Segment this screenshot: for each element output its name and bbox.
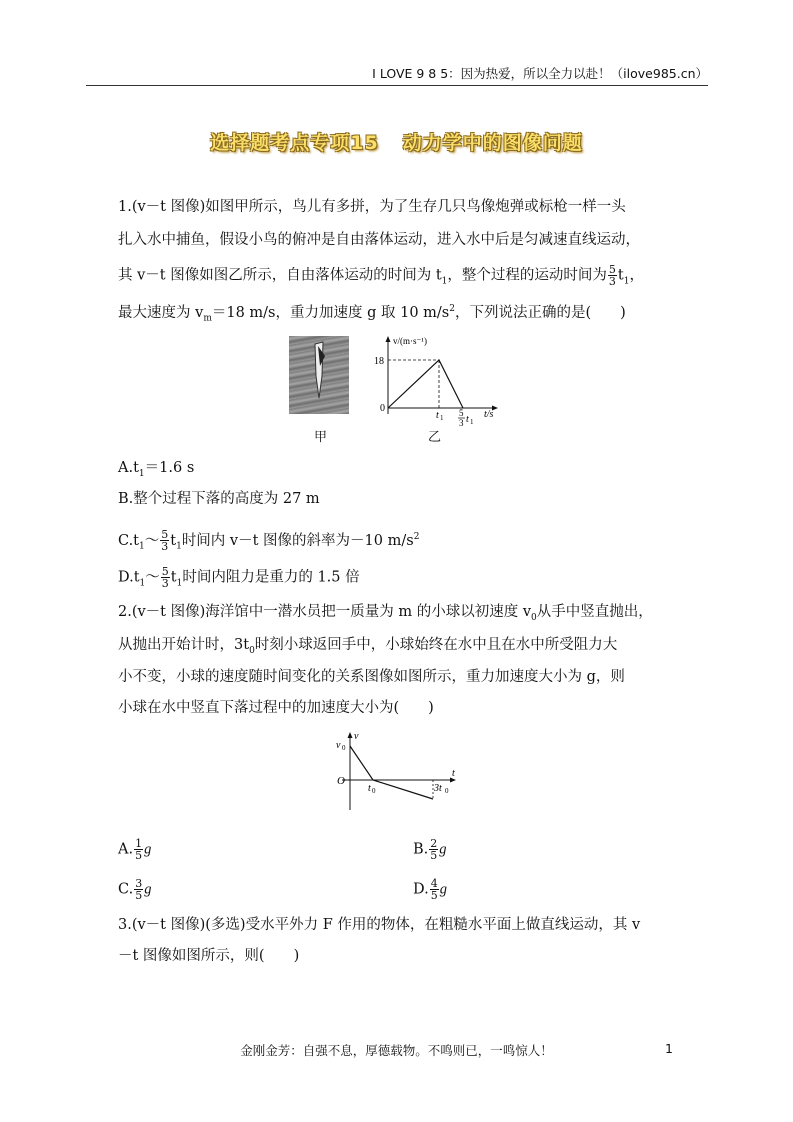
q1-graph-t1: t [436,410,439,421]
q3-line-2: －t 图像如图所示，则( ) [118,948,300,964]
q1-graph-frac-den: 3 [459,418,464,428]
caption-b: 乙 [428,430,442,445]
q1-graph-ylabel: v/(m·s⁻¹) [393,336,427,346]
q2-graph-3t0-sub: 0 [445,787,449,795]
q1-option-a: $A.t_1=1.6$ s [118,460,195,479]
q1-option-d: $D.t_1\sim$ $\frac{5}{3}$ $t_1$时间内阻力是重力的 1.5 倍 [118,565,360,590]
q2-option-d: D. $\frac{4}{5}$ g [413,877,447,902]
q2-line-2: 从抛出开始计时，$3t_0$时刻小球返回手中，小球始终在水中且在水中所受阻力大 [118,637,618,656]
q2-line-3: 小不变，小球的速度随时间变化的关系图像如图所示，重力加速度大小为 g，则 [118,669,625,685]
q2-graph-t0: t [368,783,371,794]
bird-icon [289,336,349,414]
q1-graph-t1-sub: 1 [440,414,444,422]
q2-option-b: B. $\frac{2}{5}$ g [413,837,447,862]
q2-graph-t0-sub: 0 [372,787,376,795]
q2-line-1: 2.(v－t 图像)海洋馆中一潜水员把一质量为 m 的小球以初速度 $v_0$从手中竖直抛出， [118,604,653,623]
q1-line-2: 扎入水中捕鱼，假设小鸟的俯冲是自由落体运动，进入水中后是匀减速直线运动， [118,232,640,248]
page-title [0,128,793,155]
q1-graph-yval: 18 [374,356,384,367]
q1-graph-xlabel: t/s [484,409,494,420]
q1-graph-origin: 0 [380,403,385,414]
diving-bird-photo [289,336,349,414]
page-footer: 金刚金芳：自强不息，厚德载物。不鸣则已，一鸣惊人！ [240,1043,553,1058]
q1-option-c: $C.t_1\sim$ $\frac{5}{3}$ $t_1$时间内 v－t 图像的斜率为－10 $m/s^2$ [118,528,420,554]
q1-line-4: 最大速度为 $v_m=18$ m/s，重力加速度 g 取 10 $m/s^2$，下列说法正确的是( ) [118,304,626,324]
q2-graph-v0: v [336,740,341,751]
q2-vt-graph [330,728,465,813]
caption-a: 甲 [314,430,328,445]
q2-graph-3t0: 3t [434,783,442,794]
q2-graph-vlabel: v [354,731,359,742]
q2-graph-tlabel: t [452,768,455,779]
q2-option-c: C. $\frac{3}{5}$ g [118,877,152,902]
q1-graph-frac-num: 5 [459,408,464,418]
q2-graph-origin: O [337,775,345,787]
q2-option-a: A. $\frac{1}{5}$ g [118,837,152,862]
q1-graph-t2: t [466,414,469,425]
title-part-1: 选择题考点专项15 [210,132,379,154]
q1-line-1: 1.(v－t 图像)如图甲所示，鸟儿有多拼，为了生存几只鸟像炮弹或标枪一样一头 [118,199,626,215]
q2-graph-v0-sub: 0 [342,744,346,752]
q1-option-b: B.整个过程下落的高度为 27 m [118,491,320,507]
q2-line-4: 小球在水中竖直下落过程中的加速度大小为( ) [118,700,434,716]
title-part-2: 动力学中的图像问题 [402,132,583,154]
q3-line-1: 3.(v－t 图像)(多选)受水平外力 F 作用的物体，在粗糙水平面上做直线运动，其 v [118,917,641,933]
page-header: I LOVE 9 8 5：因为热爱，所以全力以赴！（ilove985.cn） [86,64,708,86]
q1-line-3: 其 v－t 图像如图乙所示，自由落体运动的时间为 $t_1$，整个过程的运动时间为 $\frac{5}{3}$ $t_1$， [118,263,644,288]
fraction-5-3: $\frac{5}{3}$ [608,263,616,288]
q1-graph-t2-sub: 1 [470,418,474,426]
page-number: 1 [665,1041,673,1056]
q1-vt-graph [362,334,512,429]
